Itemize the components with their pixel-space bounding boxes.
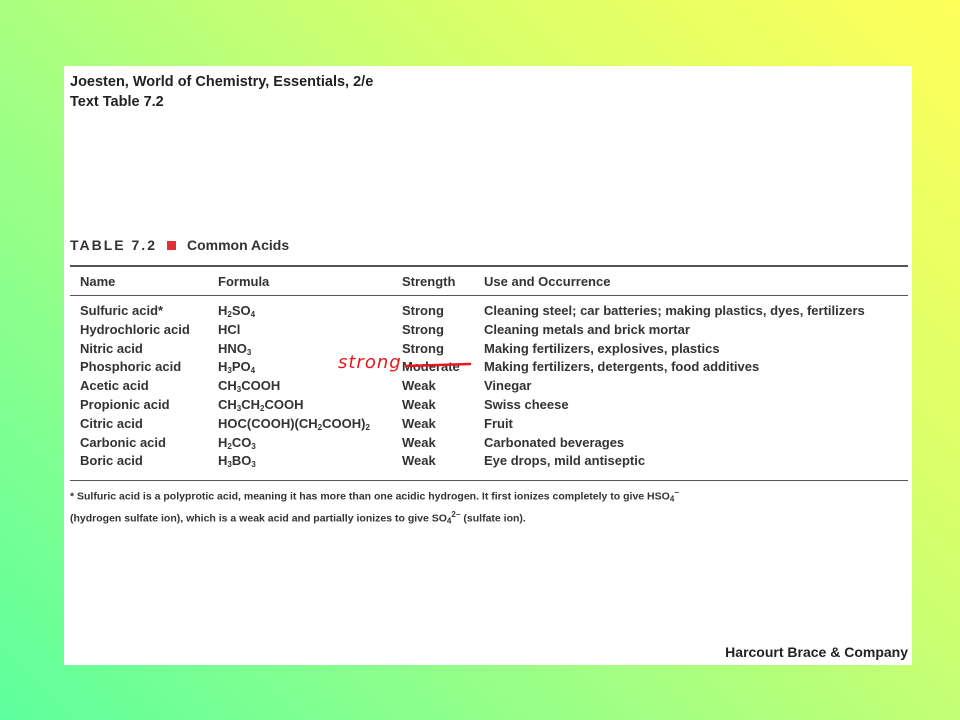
acid-formula: $HOC(COOH)(CH_2COOH)_2$	[218, 415, 370, 432]
acid-name: Acetic acid	[80, 378, 149, 394]
acid-name: Sulfuric acid*	[80, 303, 164, 318]
column-header-formula: Formula	[218, 274, 270, 289]
footnote-line: * Sulfuric acid is a polyprotic acid, meaning it has more than one acidic hydrogen. It first ionizes completely to give $HSO_4^-$	[70, 488, 679, 504]
acid-name: Nitric acid	[80, 340, 143, 356]
acid-strength: Weak	[402, 453, 436, 469]
publisher-credit: Harcourt Brace & Company	[725, 644, 908, 660]
acid-formula: $H_3PO_4$	[218, 359, 256, 376]
header-table-reference: Text Table 7.2	[70, 94, 164, 110]
acid-use: Cleaning metals and brick mortar	[484, 321, 690, 337]
acid-formula: $CH_3COOH$	[218, 378, 281, 395]
header-rule	[70, 295, 908, 296]
table-row	[64, 397, 912, 416]
document-page	[64, 66, 912, 665]
acid-strength: Weak	[402, 378, 436, 394]
acid-strength: Strong	[402, 340, 444, 356]
acid-strength: Weak	[402, 397, 436, 412]
acid-formula: $H_2CO_3$	[218, 434, 256, 451]
column-header-name: Name	[80, 274, 116, 289]
acid-formula: $H_2SO_4$	[218, 303, 256, 319]
column-header-use: Use and Occurrence	[484, 274, 611, 289]
acid-use: Carbonated beverages	[484, 434, 625, 450]
table-footnote	[70, 485, 906, 528]
table-row	[64, 341, 912, 360]
table-row	[64, 303, 912, 322]
acid-formula: $HNO_3$	[218, 340, 252, 357]
acid-use: Cleaning steel; car batteries; making plastics, dyes, fertilizers	[484, 303, 865, 318]
table-title: Common Acids	[186, 237, 290, 253]
acid-use: Making fertilizers, detergents, food additives	[484, 359, 760, 375]
acid-strength: Weak	[402, 415, 436, 431]
acid-strength: Strong	[402, 303, 444, 318]
document-header	[70, 72, 373, 112]
acid-name: Boric acid	[80, 453, 143, 469]
acid-use: Fruit	[484, 415, 513, 431]
table-caption	[70, 237, 289, 253]
table-row	[64, 322, 912, 341]
table-number: TABLE 7.2	[70, 237, 157, 253]
acid-formula: $CH_3CH_2COOH$	[218, 397, 304, 413]
acid-use: Vinegar	[484, 378, 532, 394]
table-bottom-rule	[70, 480, 908, 481]
acid-name: Carbonic acid	[80, 434, 166, 450]
footnote-line: (hydrogen sulfate ion), which is a weak acid and partially ionizes to give $SO_4^{2-}$ (sulfate ion).	[70, 509, 526, 525]
table-row	[64, 359, 912, 378]
acid-name: Propionic acid	[80, 397, 170, 412]
acid-formula: HCl	[218, 321, 241, 337]
acid-strength: Strong	[402, 321, 444, 337]
acid-strength: Moderate	[402, 359, 460, 375]
acid-use: Swiss cheese	[484, 397, 569, 412]
acid-name: Citric acid	[80, 415, 143, 431]
table-top-rule	[70, 265, 908, 267]
acid-name: Phosphoric acid	[80, 359, 182, 375]
table-row	[64, 378, 912, 397]
acid-formula: $H_3BO_3$	[218, 453, 256, 470]
acid-strength: Weak	[402, 434, 436, 450]
column-header-strength: Strength	[402, 274, 456, 289]
header-source-title: Joesten, World of Chemistry, Essentials, 2/e	[70, 74, 374, 90]
annotation-text: strong	[338, 352, 402, 373]
table-row	[64, 416, 912, 435]
acid-use: Making fertilizers, explosives, plastics	[484, 340, 720, 356]
table-row	[64, 435, 912, 454]
caption-square-icon	[167, 241, 176, 250]
acid-name: Hydrochloric acid	[80, 321, 190, 337]
acid-use: Eye drops, mild antiseptic	[484, 453, 646, 469]
table-row	[64, 453, 912, 472]
